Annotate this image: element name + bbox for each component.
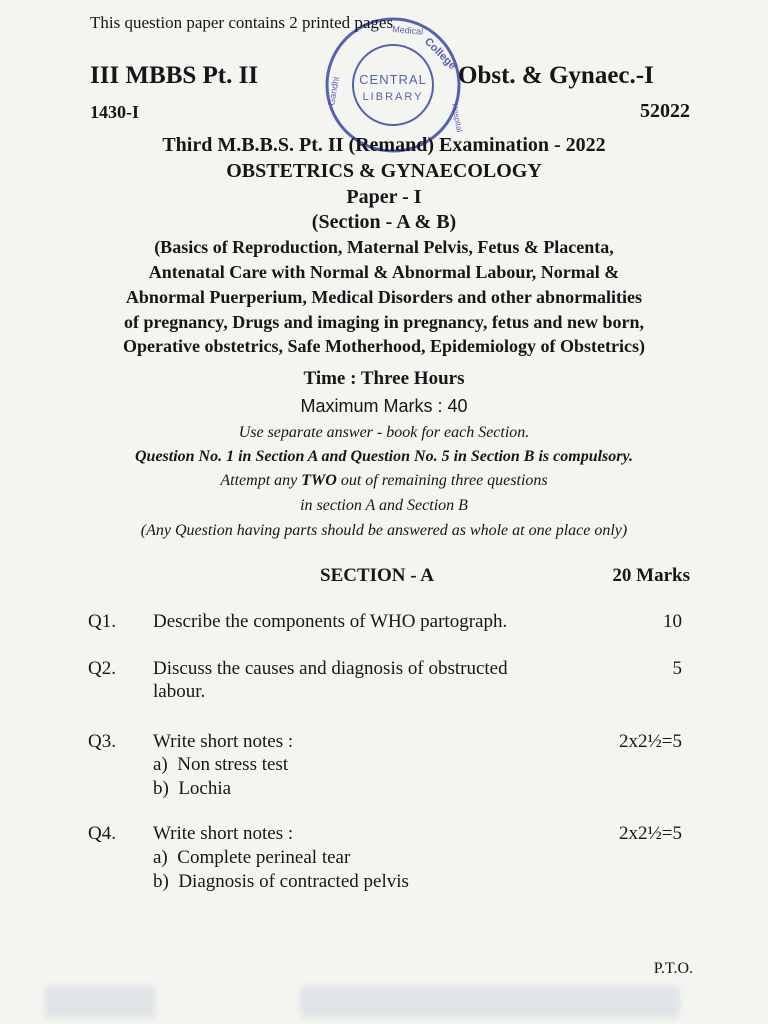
stamp-line1: CENTRAL xyxy=(359,72,427,87)
sub-question-label: b) xyxy=(153,871,169,892)
stamp-line2: LIBRARY xyxy=(362,91,424,103)
syllabus-line: of pregnancy, Drugs and imaging in pregnancy, fetus and new born, xyxy=(124,312,644,332)
question-text: Discuss the causes and diagnosis of obstructed xyxy=(153,658,508,679)
subject-code-title: Obst. & Gynaec.-I xyxy=(458,62,654,89)
question-number: Q4. xyxy=(88,823,116,844)
printed-pages-note: This question paper contains 2 printed pages xyxy=(90,13,394,32)
paper-number: Paper - I xyxy=(346,186,422,208)
svg-text:Medical: Medical xyxy=(391,24,424,37)
question-text: Describe the components of WHO partograph. xyxy=(153,611,508,632)
sub-question-label: a) xyxy=(153,847,168,868)
exam-title: Third M.B.B.S. Pt. II (Remand) Examination - 2022 xyxy=(162,134,606,156)
question-text-continued: labour. xyxy=(153,681,206,702)
instruction-line: (Any Question having parts should be answered as whole at one place only) xyxy=(140,522,628,539)
instruction-attempt xyxy=(0,472,768,490)
sub-question-text: Lochia xyxy=(178,778,232,799)
syllabus-line: Operative obstetrics, Safe Motherhood, Epidemiology of Obstetrics) xyxy=(123,336,645,356)
question-marks: 5 xyxy=(672,658,682,679)
sub-question-label: b) xyxy=(153,778,169,799)
course-name: III MBBS Pt. II xyxy=(90,62,259,89)
question-number: Q2. xyxy=(88,658,116,679)
sub-question-label: a) xyxy=(153,754,168,775)
page-turn-note: P.T.O. xyxy=(653,960,693,977)
sub-question-text: Non stress test xyxy=(177,754,289,775)
subject-title: OBSTETRICS & GYNAECOLOGY xyxy=(226,160,542,182)
question-marks: 10 xyxy=(663,611,682,632)
instruction-compulsory: Question No. 1 in Section A and Question No. 5 in Section B is compulsory. xyxy=(134,448,633,465)
bleed-through-smudge xyxy=(45,986,155,1018)
svg-text:College: College xyxy=(421,35,459,73)
svg-text:Hospital: Hospital xyxy=(450,102,464,133)
question-number: Q3. xyxy=(88,731,116,752)
question-number: Q1. xyxy=(88,611,116,632)
instruction-line: in section A and Section B xyxy=(300,497,468,514)
bleed-through-smudge xyxy=(300,986,680,1018)
question-marks: 2x2½=5 xyxy=(619,823,682,844)
question-marks: 2x2½=5 xyxy=(619,731,682,752)
instruction-part: Attempt any xyxy=(220,472,302,489)
sub-question-text: Diagnosis of contracted pelvis xyxy=(178,871,409,892)
instruction-line: Use separate answer - book for each Section. xyxy=(238,424,530,441)
sub-question xyxy=(153,871,409,893)
question-text: Write short notes : xyxy=(153,823,294,844)
sub-question xyxy=(153,754,288,776)
instruction-emphasis: TWO xyxy=(301,472,337,489)
paper-code: 1430-I xyxy=(90,102,139,122)
syllabus-line: Abnormal Puerperium, Medical Disorders and other abnormalities xyxy=(125,287,643,307)
sections-label: (Section - A & B) xyxy=(311,211,457,233)
exam-duration: Time : Three Hours xyxy=(303,368,465,389)
section-marks: 20 Marks xyxy=(612,565,690,586)
sub-question xyxy=(153,778,231,800)
instruction-part: out of remaining three questions xyxy=(336,472,548,489)
section-heading: SECTION - A xyxy=(320,565,435,586)
sub-question-text: Complete perineal tear xyxy=(177,847,351,868)
syllabus-line: (Basics of Reproduction, Maternal Pelvis, Fetus & Placenta, xyxy=(154,237,614,257)
syllabus-line: Antenatal Care with Normal & Abnormal Labour, Normal & xyxy=(148,262,620,282)
svg-text:Gandhi: Gandhi xyxy=(326,76,342,107)
question-text: Write short notes : xyxy=(153,731,294,752)
exam-code: 52022 xyxy=(640,100,690,122)
maximum-marks: Maximum Marks : 40 xyxy=(300,396,468,416)
sub-question xyxy=(153,847,350,869)
